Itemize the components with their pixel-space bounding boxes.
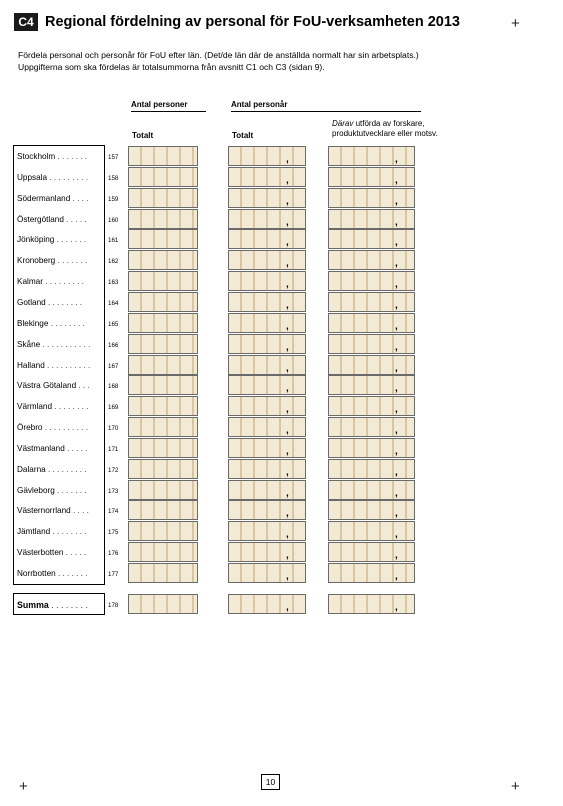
row-leader-dots: . . . . . . . .: [52, 402, 89, 411]
decimal-comma: ,: [286, 467, 289, 478]
decimal-comma: ,: [286, 279, 289, 290]
input-antal-personar-forskare-170[interactable]: [328, 417, 415, 437]
input-antal-personar-forskare-177[interactable]: [328, 563, 415, 583]
row-label-text: Uppsala: [17, 173, 48, 182]
input-antal-personar-forskare-163[interactable]: [328, 271, 415, 291]
input-antal-personar-totalt-174[interactable]: [228, 500, 306, 520]
row-label-text: Jönköping: [17, 235, 55, 244]
row-label-159: [17, 194, 103, 203]
decimal-comma: ,: [286, 237, 289, 248]
input-antal-personar-totalt-164[interactable]: [228, 292, 306, 312]
input-antal-personar-forskare-162[interactable]: [328, 250, 415, 270]
decimal-comma: ,: [286, 363, 289, 374]
row-code-159: 159: [108, 196, 119, 203]
row-label-text: Norrbotten: [17, 569, 56, 578]
input-antal-personer-totalt-173[interactable]: [128, 480, 198, 500]
row-label-158: [17, 173, 103, 182]
input-antal-personar-totalt-163[interactable]: [228, 271, 306, 291]
input-antal-personar-forskare-172[interactable]: [328, 459, 415, 479]
page-number: 10: [261, 774, 280, 790]
row-label-176: [17, 548, 103, 557]
row-label-text: Kalmar: [17, 277, 43, 286]
input-antal-personar-totalt-157[interactable]: [228, 146, 306, 166]
row-leader-dots: . . .: [76, 381, 90, 390]
row-label-164: [17, 298, 103, 307]
input-antal-personar-forskare-168[interactable]: [328, 375, 415, 395]
row-label-text: Västerbotten: [17, 548, 64, 557]
row-code-169: 169: [108, 404, 119, 411]
header-antal-personer: Antal personer: [131, 100, 206, 112]
input-antal-personar-totalt-162[interactable]: [228, 250, 306, 270]
row-label-173: [17, 486, 103, 495]
input-antal-personer-totalt-166[interactable]: [128, 334, 198, 354]
input-antal-personar-totalt-177[interactable]: [228, 563, 306, 583]
decimal-comma: ,: [286, 571, 289, 582]
row-label-172: [17, 465, 103, 474]
decimal-comma: ,: [286, 425, 289, 436]
decimal-comma: ,: [395, 300, 398, 311]
decimal-comma: ,: [286, 217, 289, 228]
decimal-comma: ,: [395, 258, 398, 269]
col-header-darav: [332, 119, 438, 138]
row-code-170: 170: [108, 425, 119, 432]
row-label-162: [17, 256, 103, 265]
decimal-comma: ,: [286, 175, 289, 186]
row-leader-dots: . . . . . . .: [54, 486, 87, 495]
row-leader-dots: . . . . . . .: [55, 256, 88, 265]
row-label-text: Halland: [17, 361, 45, 370]
input-antal-personar-totalt-167[interactable]: [228, 355, 306, 375]
input-antal-personer-totalt-159[interactable]: [128, 188, 198, 208]
decimal-comma: ,: [395, 529, 398, 540]
decimal-comma: ,: [286, 488, 289, 499]
row-leader-dots: . . . . . . .: [54, 235, 87, 244]
decimal-comma: ,: [286, 321, 289, 332]
row-label-170: [17, 423, 103, 432]
input-antal-personar-totalt-166[interactable]: [228, 334, 306, 354]
input-antal-personar-forskare-165[interactable]: [328, 313, 415, 333]
input-antal-personar-forskare-171[interactable]: [328, 438, 415, 458]
row-code-161: 161: [108, 237, 119, 244]
row-code-171: 171: [108, 446, 119, 453]
input-antal-personer-totalt-160[interactable]: [128, 209, 198, 229]
input-antal-personer-totalt-165[interactable]: [128, 313, 198, 333]
input-antal-personer-totalt-161[interactable]: [128, 229, 198, 249]
input-antal-personar-forskare-178[interactable]: [328, 594, 415, 614]
input-antal-personer-totalt-162[interactable]: [128, 250, 198, 270]
row-leader-dots: . . . .: [70, 194, 89, 203]
row-leader-dots: . . . . .: [63, 548, 87, 557]
row-label-168: [17, 381, 103, 390]
row-label-text: Västernorrland: [17, 506, 71, 515]
row-leader-dots: . . . . . . . . .: [45, 465, 87, 474]
input-antal-personer-totalt-175[interactable]: [128, 521, 198, 541]
section-code: C4: [14, 13, 38, 31]
input-antal-personer-totalt-163[interactable]: [128, 271, 198, 291]
decimal-comma: ,: [395, 237, 398, 248]
input-antal-personer-totalt-170[interactable]: [128, 417, 198, 437]
section-title: Regional fördelning av personal för FoU-verksamheten 2013: [45, 14, 460, 30]
row-label-171: [17, 444, 103, 453]
row-label-text: Värmland: [17, 402, 53, 411]
row-leader-dots: . . . . . . .: [55, 569, 88, 578]
input-antal-personar-forskare-169[interactable]: [328, 396, 415, 416]
row-label-161: [17, 235, 103, 244]
row-code-157: 157: [108, 154, 119, 161]
input-antal-personar-totalt-159[interactable]: [228, 188, 306, 208]
decimal-comma: ,: [395, 602, 398, 613]
input-antal-personer-totalt-157[interactable]: [128, 146, 198, 166]
decimal-comma: ,: [395, 279, 398, 290]
input-antal-personar-totalt-169[interactable]: [228, 396, 306, 416]
darav-italic: Därav: [332, 119, 354, 128]
input-antal-personar-totalt-158[interactable]: [228, 167, 306, 187]
row-leader-dots: . . . . . . . . .: [47, 173, 88, 182]
decimal-comma: ,: [395, 550, 398, 561]
decimal-comma: ,: [286, 342, 289, 353]
input-antal-personer-totalt-178[interactable]: [128, 594, 198, 614]
row-label-160: [17, 215, 103, 224]
row-label-175: [17, 527, 103, 536]
input-antal-personar-totalt-161[interactable]: [228, 229, 306, 249]
row-label-174: [17, 506, 103, 515]
row-leader-dots: . . . . . . . . . .: [44, 361, 91, 370]
col-header-totalt-personar: Totalt: [232, 131, 254, 140]
input-antal-personer-totalt-158[interactable]: [128, 167, 198, 187]
decimal-comma: ,: [395, 175, 398, 186]
row-label-166: [17, 340, 103, 349]
row-code-176: 176: [108, 550, 119, 557]
input-antal-personar-forskare-158[interactable]: [328, 167, 415, 187]
row-label-text: Örebro: [17, 423, 43, 432]
decimal-comma: ,: [395, 404, 398, 415]
decimal-comma: ,: [395, 342, 398, 353]
row-leader-dots: . . . . .: [63, 215, 87, 224]
input-antal-personer-totalt-176[interactable]: [128, 542, 198, 562]
decimal-comma: ,: [286, 196, 289, 207]
row-label-text: Summa: [17, 600, 49, 610]
input-antal-personer-totalt-172[interactable]: [128, 459, 198, 479]
row-code-163: 163: [108, 279, 119, 286]
row-label-text: Kronoberg: [17, 256, 56, 265]
decimal-comma: ,: [395, 467, 398, 478]
input-antal-personar-totalt-175[interactable]: [228, 521, 306, 541]
decimal-comma: ,: [395, 425, 398, 436]
row-label-169: [17, 402, 103, 411]
decimal-comma: ,: [286, 404, 289, 415]
row-code-178: 178: [108, 602, 119, 609]
input-antal-personar-forskare-176[interactable]: [328, 542, 415, 562]
row-label-text: Jämtland: [17, 527, 51, 536]
darav-rest: utförda av forskare,: [353, 119, 425, 128]
decimal-comma: ,: [395, 571, 398, 582]
row-leader-dots: . . . . . . . .: [48, 600, 88, 610]
input-antal-personar-forskare-174[interactable]: [328, 500, 415, 520]
decimal-comma: ,: [395, 488, 398, 499]
row-code-177: 177: [108, 571, 119, 578]
row-label-177: [17, 569, 103, 578]
input-antal-personer-totalt-177[interactable]: [128, 563, 198, 583]
row-label-text: Stockholm: [17, 152, 56, 161]
decimal-comma: ,: [286, 550, 289, 561]
input-antal-personar-forskare-157[interactable]: [328, 146, 415, 166]
input-antal-personar-forskare-173[interactable]: [328, 480, 415, 500]
input-antal-personar-forskare-159[interactable]: [328, 188, 415, 208]
decimal-comma: ,: [286, 383, 289, 394]
decimal-comma: ,: [286, 154, 289, 165]
row-code-172: 172: [108, 467, 119, 474]
input-antal-personar-totalt-165[interactable]: [228, 313, 306, 333]
decimal-comma: ,: [286, 529, 289, 540]
input-antal-personer-totalt-167[interactable]: [128, 355, 198, 375]
registration-mark-top-right: +: [511, 15, 520, 32]
col-header-darav-line2: produktutvecklare eller motsv.: [332, 128, 438, 138]
row-leader-dots: . . . . . . .: [55, 152, 88, 161]
row-code-168: 168: [108, 383, 119, 390]
row-code-165: 165: [108, 321, 119, 328]
decimal-comma: ,: [395, 196, 398, 207]
decimal-comma: ,: [395, 508, 398, 519]
input-antal-personar-forskare-167[interactable]: [328, 355, 415, 375]
input-antal-personar-totalt-171[interactable]: [228, 438, 306, 458]
row-label-text: Västmanland: [17, 444, 65, 453]
col-header-totalt-personer: Totalt: [132, 131, 154, 140]
input-antal-personar-forskare-175[interactable]: [328, 521, 415, 541]
row-label-167: [17, 361, 103, 370]
input-antal-personar-totalt-172[interactable]: [228, 459, 306, 479]
input-antal-personar-forskare-166[interactable]: [328, 334, 415, 354]
row-code-173: 173: [108, 488, 119, 495]
input-antal-personer-totalt-164[interactable]: [128, 292, 198, 312]
input-antal-personar-totalt-168[interactable]: [228, 375, 306, 395]
decimal-comma: ,: [395, 321, 398, 332]
input-antal-personar-forskare-160[interactable]: [328, 209, 415, 229]
row-leader-dots: . . . . . . . . . . .: [40, 340, 91, 349]
registration-mark-bottom-right: +: [511, 778, 520, 795]
row-label-text: Dalarna: [17, 465, 46, 474]
row-leader-dots: . . . . . . . .: [48, 319, 85, 328]
registration-mark-bottom-left: +: [19, 778, 28, 795]
decimal-comma: ,: [395, 446, 398, 457]
row-label-text: Skåne: [17, 340, 41, 349]
decimal-comma: ,: [286, 602, 289, 613]
row-label-165: [17, 319, 103, 328]
row-leader-dots: . . . . . . . .: [50, 527, 87, 536]
row-leader-dots: . . . . . . . . . .: [42, 423, 88, 432]
input-antal-personar-totalt-173[interactable]: [228, 480, 306, 500]
input-antal-personar-forskare-161[interactable]: [328, 229, 415, 249]
row-code-158: 158: [108, 175, 119, 182]
row-label-text: Gävleborg: [17, 486, 55, 495]
row-code-167: 167: [108, 363, 119, 370]
decimal-comma: ,: [286, 300, 289, 311]
input-antal-personar-totalt-178[interactable]: [228, 594, 306, 614]
decimal-comma: ,: [395, 217, 398, 228]
input-antal-personar-forskare-164[interactable]: [328, 292, 415, 312]
row-label-163: [17, 277, 103, 286]
input-antal-personer-totalt-171[interactable]: [128, 438, 198, 458]
row-label-157: [17, 152, 103, 161]
input-antal-personer-totalt-174[interactable]: [128, 500, 198, 520]
row-label-text: Blekinge: [17, 319, 49, 328]
decimal-comma: ,: [395, 154, 398, 165]
row-code-164: 164: [108, 300, 119, 307]
row-code-175: 175: [108, 529, 119, 536]
decimal-comma: ,: [286, 258, 289, 269]
decimal-comma: ,: [395, 383, 398, 394]
input-antal-personar-totalt-160[interactable]: [228, 209, 306, 229]
row-leader-dots: . . . . .: [64, 444, 88, 453]
input-antal-personar-totalt-176[interactable]: [228, 542, 306, 562]
col-header-darav-line1: [332, 119, 438, 129]
header-antal-personar: Antal personår: [231, 100, 421, 112]
row-label-text: Västra Götaland: [17, 381, 77, 390]
row-leader-dots: . . . . . . . . .: [42, 277, 84, 286]
instructions-text: Fördela personal och personår för FoU efter län. (Det/de län där de anställda normalt har sin arbetsplats.) Uppgifterna som ska fördelas är totalsummorna från avsnitt C1 och C3 (sidan 9).: [18, 50, 419, 72]
input-antal-personer-totalt-168[interactable]: [128, 375, 198, 395]
input-antal-personar-totalt-170[interactable]: [228, 417, 306, 437]
row-leader-dots: . . . . . . . .: [45, 298, 83, 307]
decimal-comma: ,: [395, 363, 398, 374]
row-label-text: Södermanland: [17, 194, 71, 203]
row-label-178: [17, 600, 103, 610]
row-label-text: Gotland: [17, 298, 46, 307]
decimal-comma: ,: [286, 508, 289, 519]
row-code-160: 160: [108, 217, 119, 224]
input-antal-personer-totalt-169[interactable]: [128, 396, 198, 416]
decimal-comma: ,: [286, 446, 289, 457]
row-label-text: Östergötland: [17, 215, 64, 224]
row-code-174: 174: [108, 508, 119, 515]
row-leader-dots: . . . .: [70, 506, 89, 515]
row-code-166: 166: [108, 342, 119, 349]
row-code-162: 162: [108, 258, 119, 265]
